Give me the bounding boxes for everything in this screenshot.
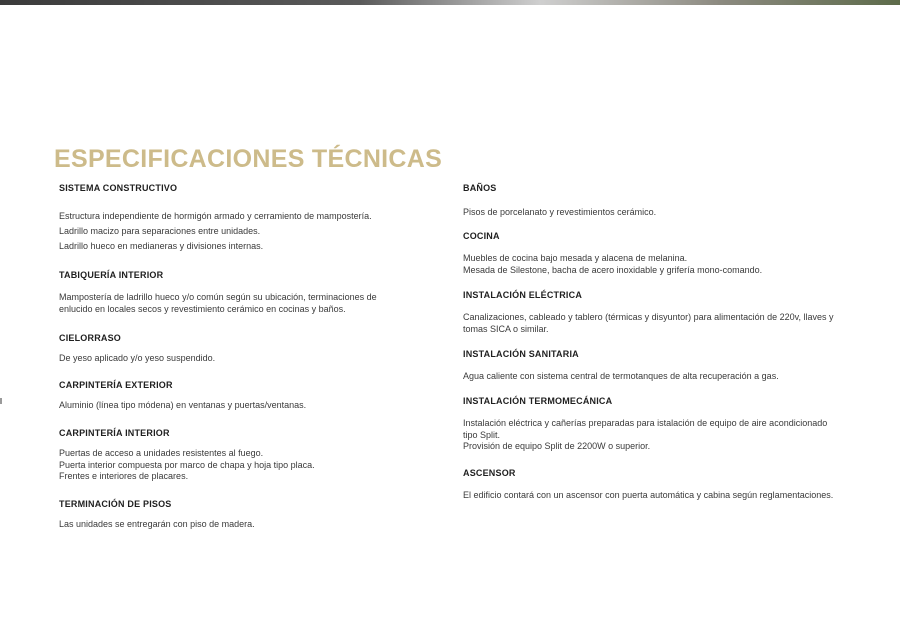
section-instalacion-sanitaria [463,349,779,383]
section-heading: INSTALACIÓN SANITARIA [463,349,579,359]
section-line: Puerta interior compuesta por marco de chapa y hoja tipo placa. [59,459,315,470]
section-line: El edificio contará con un ascensor con puerta automática y cabina según reglamentaciones. [463,490,834,500]
section-line: Aluminio (línea tipo módena) en ventanas y puertas/ventanas. [59,400,307,410]
section-cocina [463,231,762,276]
section-carpinteria-exterior [59,380,306,412]
section-heading: INSTALACIÓN TERMOMECÁNICA [463,396,613,406]
top-photo-strip [0,0,900,5]
section-instalacion-termomecanica [463,396,827,453]
page-title: ESPECIFICACIONES TÉCNICAS [54,144,443,173]
section-line: De yeso aplicado y/o yeso suspendido. [59,353,216,363]
section-line: tomas SICA o similar. [463,323,549,334]
section-line: Ladrillo macizo para separaciones entre unidades. [59,226,261,236]
section-line: Provisión de equipo Split de 2200W o superior. [463,441,651,451]
section-line: Pisos de porcelanato y revestimientos cerámico. [463,207,657,217]
section-line: Puertas de acceso a unidades resistentes al fuego. [59,448,264,458]
section-line: Muebles de cocina bajo mesada y alacena de melanina. [463,253,688,263]
section-heading: TABIQUERÍA INTERIOR [59,270,164,280]
section-heading: ASCENSOR [463,468,516,478]
section-heading: SISTEMA CONSTRUCTIVO [59,183,178,193]
section-carpinteria-interior [59,428,315,483]
section-line: Agua caliente con sistema central de termotanques de alta recuperación a gas. [463,371,779,381]
section-line: Canalizaciones, cableado y tablero (térmicas y disyuntor) para alimentación de 220v, llaves y [463,312,834,322]
section-line: Mesada de Silestone, bacha de acero inoxidable y grifería mono-comando. [463,264,763,275]
section-heading: CARPINTERÍA INTERIOR [59,428,170,438]
section-line: tipo Split. [463,429,501,440]
section-line: Instalación eléctrica y cañerías preparadas para istalación de equipo de aire acondicionado [463,418,828,428]
section-tabiqueria-interior [59,270,377,315]
section-heading: CIELORRASO [59,333,122,343]
edge-mark [0,398,2,404]
section-line: Las unidades se entregarán con piso de madera. [59,519,255,529]
section-sistema-constructivo [59,183,372,254]
section-heading: BAÑOS [463,183,497,193]
section-cielorraso [59,333,215,365]
section-line: Frentes e interiores de placares. [59,471,189,481]
section-heading: CARPINTERÍA EXTERIOR [59,380,173,390]
section-heading: INSTALACIÓN ELÉCTRICA [463,290,583,300]
section-banos [463,183,656,219]
section-line: Ladrillo hueco en medianeras y divisiones internas. [59,241,264,251]
section-ascensor [463,468,833,502]
section-heading: TERMINACIÓN DE PISOS [59,499,172,509]
section-line: enlucido en locales secos y revestimiento cerámico en cocinas y baños. [59,303,346,314]
section-terminacion-de-pisos [59,499,255,531]
section-instalacion-electrica [463,290,834,335]
section-line: Estructura independiente de hormigón armado y cerramiento de mampostería. [59,211,372,221]
section-line: Mampostería de ladrillo hueco y/o común según su ubicación, terminaciones de [59,292,377,302]
section-heading: COCINA [463,231,500,241]
